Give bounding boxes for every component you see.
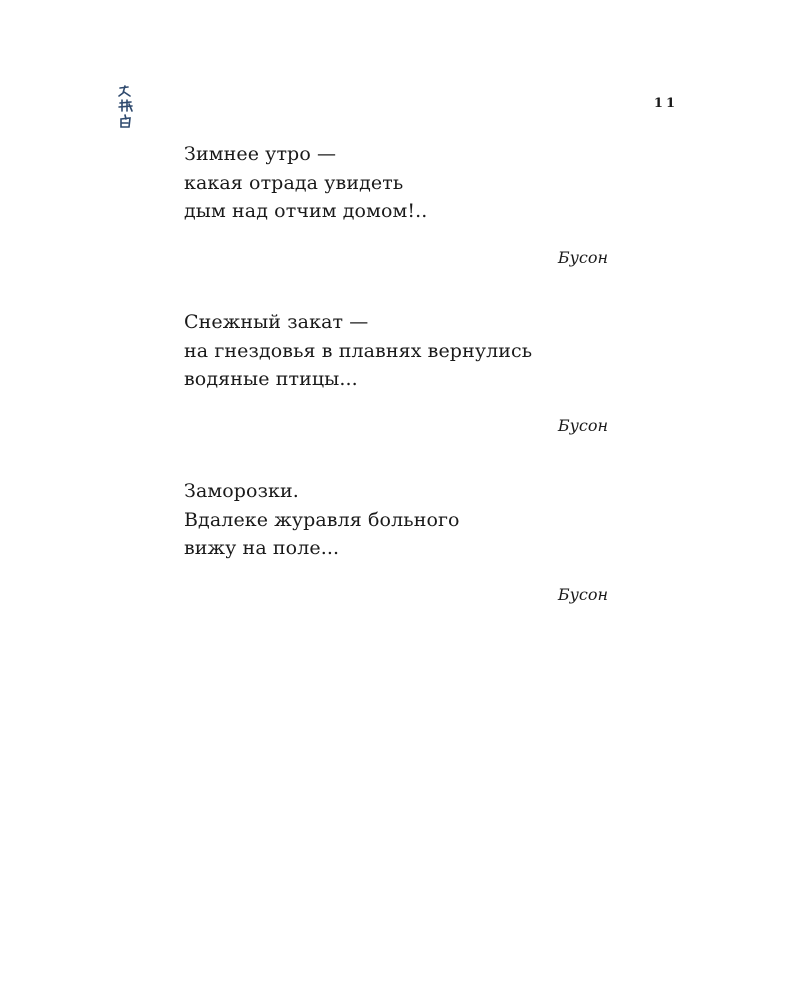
poem-line: Зимнее утро — [184,143,337,165]
haiku-3 [184,477,614,604]
poem-author: Бусон [557,415,608,435]
poem-author: Бусон [557,247,608,267]
poem-line: вижу на поле... [184,537,340,559]
poem-line: Вдалеке журавля больного [184,508,460,531]
poem-line: Снежный закат — [184,311,369,333]
poem-line: на гнездовья в плавнях вернулись [184,339,533,362]
page-number: 11 [653,96,678,111]
poem-line: дым над отчим домом!.. [184,200,428,222]
haiku-1 [184,140,614,267]
poem-line: какая отрада увидеть [184,171,404,194]
poem-line: Заморозки. [184,480,299,502]
poem-line: водяные птицы... [184,368,358,390]
calligraphy-seal-icon [116,84,136,134]
poem-author: Бусон [557,584,608,604]
haiku-2 [184,308,614,435]
